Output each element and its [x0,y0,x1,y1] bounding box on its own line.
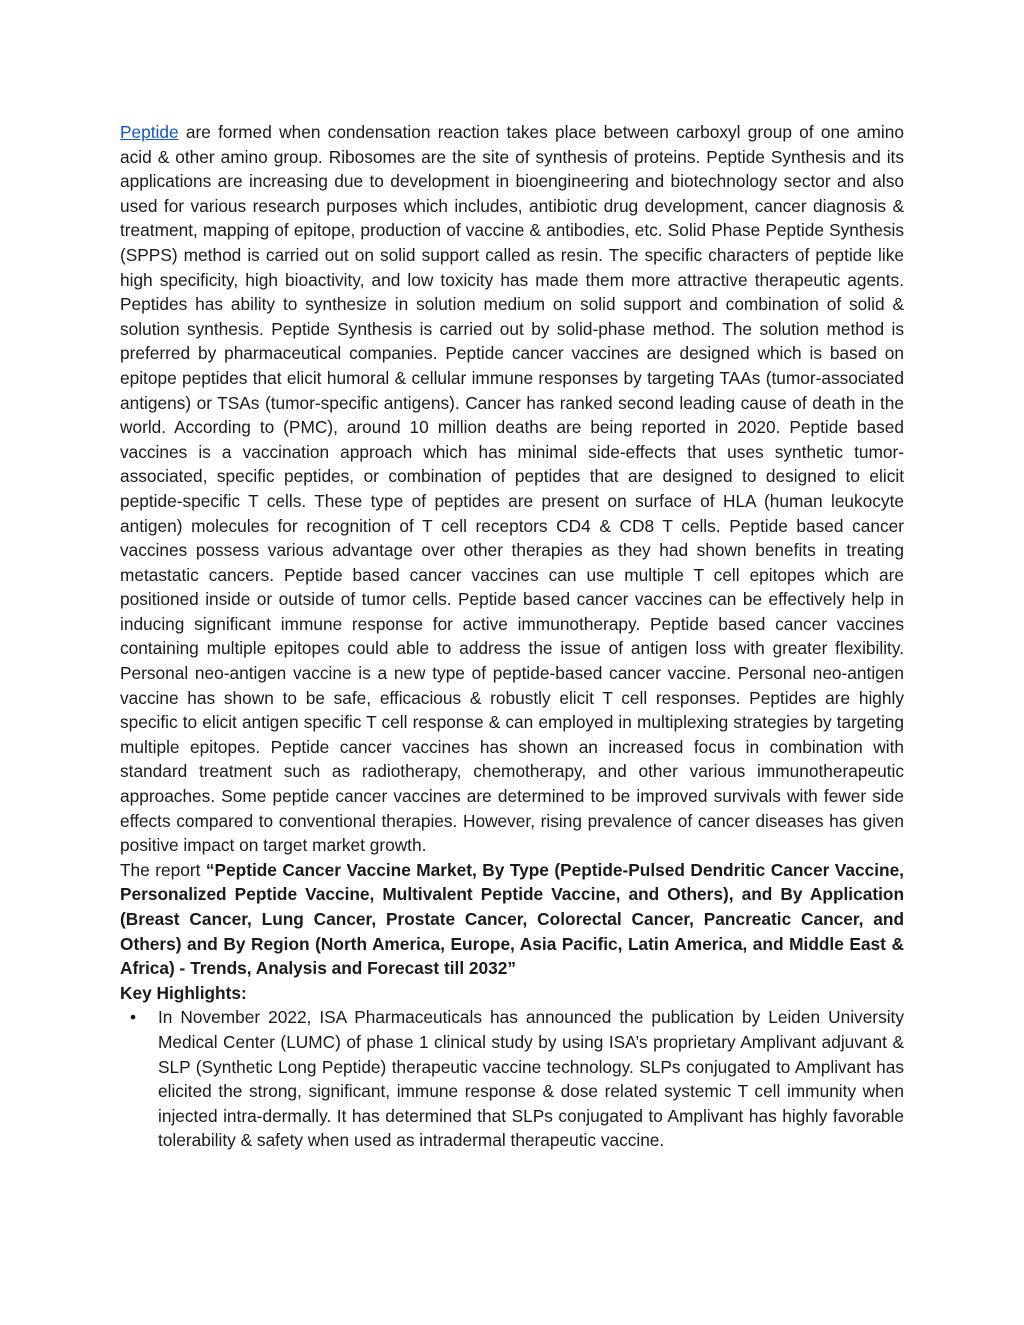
list-item [120,1005,904,1153]
key-highlights-heading: Key Highlights: [120,982,247,1003]
intro-body-text: are formed when condensation reaction takes place between carboxyl group of one amino acid & other amino group. Ribosomes are the site of synthesis of proteins. Peptide Synthesis and its applications are increasing due to development in bioengineering and biotechnology sector and also used for various research purposes which includes, antibiotic drug development, cancer diagnosis & treatment, mapping of epitope, production of vaccine & antibodies, etc. Solid Phase Peptide Synthesis (SPPS) method is carried out on solid support called as resin. The specific characters of peptide like high specificity, high bioactivity, and low toxicity has made them more attractive therapeutic agents. Peptides has ability to synthesize in solution medium on solid support and combination of solid & solution synthesis. Peptide Synthesis is carried out by solid-phase method. The solution method is preferred by pharmaceutical companies. Peptide cancer vaccines are designed which is based on epitope peptides that elicit humoral & cellular immune responses by targeting TAAs (tumor-associated antigens) or TSAs (tumor-specific antigens). Cancer has ranked second leading cause of death in the world. According to (PMC), around 10 million deaths are being reported in 2020. Peptide based vaccines is a vaccination approach which has minimal side-effects that uses synthetic tumor-associated, specific peptides, or combination of peptides that are designed to designed to elicit peptide-specific T cells. These type of peptides are present on surface of HLA (human leukocyte antigen) molecules for recognition of T cell receptors CD4 & CD8 T cells. Peptide based cancer vaccines possess various advantage over other therapies as they had shown benefits in treating metastatic cancers. Peptide based cancer vaccines can use multiple T cell epitopes which are positioned inside or outside of tumor cells. Peptide based cancer vaccines can be effectively help in inducing significant immune response for active immunotherapy. Peptide based cancer vaccines containing multiple epitopes could able to address the issue of antigen loss with greater flexibility. Personal neo-antigen vaccine is a new type of peptide-based cancer vaccine. Personal neo-antigen vaccine has shown to be safe, efficacious & robustly elicit T cell responses. Peptides are highly specific to elicit antigen specific T cell response & can employed in multiplexing strategies by targeting multiple epitopes. Peptide cancer vaccines has shown an increased focus in combination with standard treatment such as radiotherapy, chemotherapy, and other various immunotherapeutic approaches. Some peptide cancer vaccines are determined to be improved survivals with fewer side effects compared to conventional therapies. However, rising prevalence of cancer diseases has given positive impact on target market growth. [120,122,904,856]
highlights-list [120,1005,904,1153]
report-prefix: The report [120,859,206,880]
list-item-text: In November 2022, ISA Pharmaceuticals has announced the publication by Leiden University Medical Center (LUMC) of phase 1 clinical study by using ISA’s proprietary Amplivant adjuvant & SLP (Synthetic Long Peptide) therapeutic vaccine technology. SLPs conjugated to Amplivant has elicited the strong, significant, immune response & dose related systemic T cell immunity when injected intra-dermally. It has determined that SLPs conjugated to Amplivant has highly favorable tolerability & safety when used as intradermal therapeutic vaccine. [158,1007,904,1151]
intro-paragraph [120,120,904,858]
bullet-icon: • [130,1007,137,1028]
report-paragraph [120,858,904,981]
document-page [120,120,904,1153]
report-title: “Peptide Cancer Vaccine Market, By Type (Peptide-Pulsed Dendritic Cancer Vaccine, Personalized Peptide Vaccine, Multivalent Peptide Vaccine, and Others), and By Application (Breast Cancer, Lung Cancer, Prostate Cancer, Colorectal Cancer, Pancreatic Cancer, and Others) and By Region (North America, Europe, Asia Pacific, Latin America, and Middle East & Africa) - Trends, Analysis and Forecast till 2032” [120,859,904,979]
peptide-link[interactable]: Peptide [120,122,179,142]
